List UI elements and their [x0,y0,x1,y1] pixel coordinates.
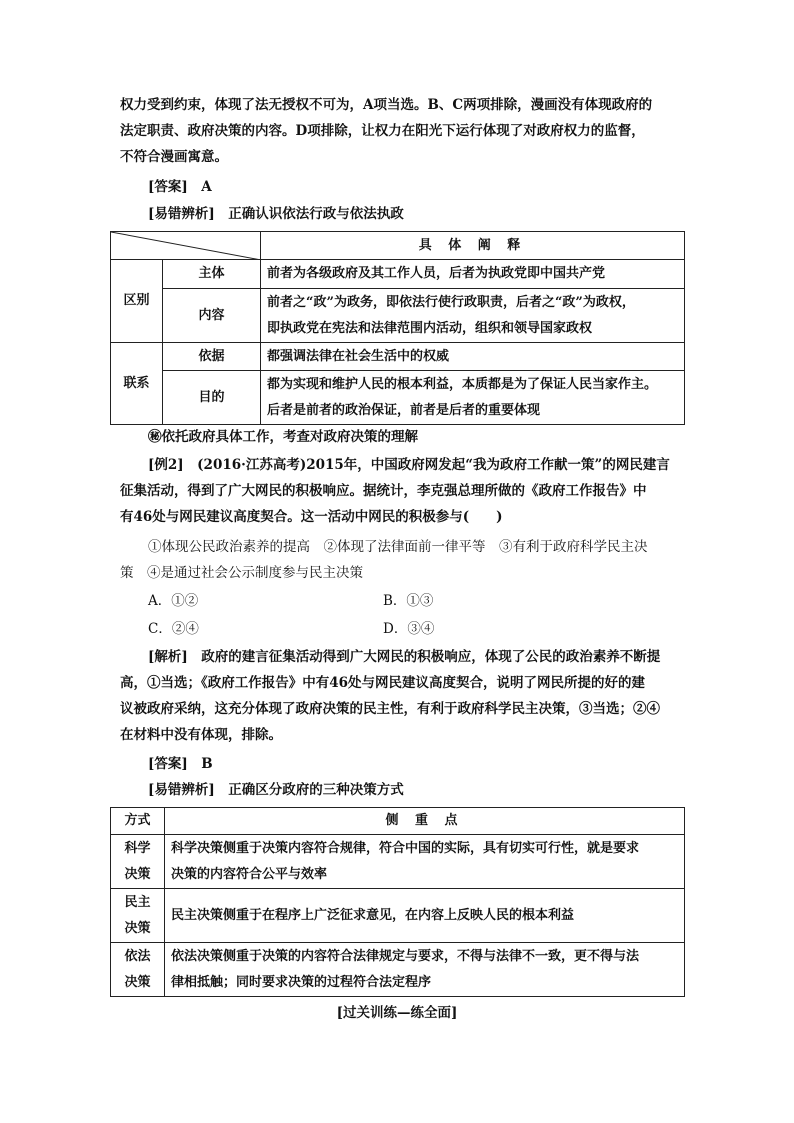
option-a: A．①② [148,593,199,609]
method-name-line: 依法 [124,948,151,964]
method-name [111,889,165,943]
answer-1: [答案] A [148,179,212,195]
explanation-line-4: 在材料中没有体现，排除。 [120,727,282,743]
row-sub-label: 目的 [163,371,261,425]
row-content-line: 都为实现和维护人民的根本利益，本质都是为了保证人民当家作主。 [267,376,658,392]
row-content: 都强调法律在社会生活中的权威 [261,343,685,371]
example-line-3: 有46处与网民建议高度契合。这一活动中网民的积极参与( ) [120,509,503,525]
explanation-line-1: [解析] 政府的建言征集活动得到广大网民的积极响应，体现了公民的政治素养不断提 [148,649,661,665]
analysis-2-title: [易错辨析] 正确区分政府的三种决策方式 [148,782,404,798]
method-name-line: 决策 [124,920,151,936]
diagonal-header-cell [111,232,261,260]
option-b: B．①③ [383,593,434,609]
table-2-col2-header: 侧 重 点 [165,808,685,835]
option-d: D．③④ [383,621,435,637]
row-content [261,289,685,343]
group-label: 联系 [111,343,163,425]
statement-line-1: ①体现公民政治素养的提高 ②体现了法律面前一律平等 ③有利于政府科学民主决 [148,539,648,555]
comparison-table [110,231,685,425]
method-content [165,943,685,997]
explanation-line-2: 高，①当选；《政府工作报告》中有46处与网民建议高度契合，说明了网民所提的好的建 [120,675,646,691]
method-content: 民主决策侧重于在程序上广泛征求意见，在内容上反映人民的根本利益 [165,889,685,943]
method-content-line: 科学决策侧重于决策内容符合规律，符合中国的实际，具有切实可行性，就是要求 [171,840,640,856]
method-name [111,835,165,889]
row-sub-label: 主体 [163,260,261,289]
method-name-line: 决策 [124,866,151,882]
method-name-line: 决策 [124,974,151,990]
row-sub-label: 依据 [163,343,261,371]
method-content-line: 决策的内容符合公平与效率 [171,866,328,882]
method-name-line: 民主 [124,894,151,910]
decision-methods-table [110,807,685,997]
table-1-header: 具 体 阐 释 [261,232,685,260]
example-line-1: [例2] (2016·江苏高考)2015年，中国政府网发起“我为政府工作献一策”的网民建言 [148,457,670,473]
answer-2: [答案] B [148,756,213,772]
method-name-line: 科学 [124,840,151,856]
intro-line-1: 权力受到约束，体现了法无授权不可为，A项当选。B、C两项排除，漫画没有体现政府的 [120,97,653,113]
statement-line-2: 策 ④是通过社会公示制度参与民主决策 [120,565,363,581]
intro-line-2: 法定职责、政府决策的内容。D项排除，让权力在阳光下运行体现了对政府权力的监督， [120,123,645,139]
method-content [165,835,685,889]
option-c: C．②④ [148,621,199,637]
example-line-2: 征集活动，得到了广大网民的积极响应。据统计，李克强总理所做的《政府工作报告》中 [120,483,647,499]
section-footer-heading: [过关训练—练全面] [336,1005,458,1021]
explanation-line-3: 议被政府采纳，这充分体现了政府决策的民主性，有利于政府科学民主决策，③当选；②④ [120,701,660,717]
analysis-1-title: [易错辨析] 正确认识依法行政与依法执政 [148,206,404,222]
row-content-line: 前者之“政”为政务，即依法行使行政职责，后者之“政”为政权， [267,294,635,310]
intro-line-3: 不符合漫画寓意。 [120,149,228,165]
row-content [261,371,685,425]
method-content-line: 律相抵触；同时要求决策的过程符合法定程序 [171,974,432,990]
row-sub-label: 内容 [163,289,261,343]
method-name [111,943,165,997]
topic-line: ㊙依托政府具体工作，考查对政府决策的理解 [148,429,418,445]
row-content: 前者为各级政府及其工作人员，后者为执政党即中国共产党 [261,260,685,289]
table-2-col1-header: 方式 [111,808,165,835]
group-label: 区别 [111,260,163,343]
row-content-line: 即执政党在宪法和法律范围内活动，组织和领导国家政权 [267,320,593,336]
method-content-line: 依法决策侧重于决策的内容符合法律规定与要求，不得与法律不一致，更不得与法 [171,948,640,964]
row-content-line: 后者是前者的政治保证，前者是后者的重要体现 [267,402,541,418]
